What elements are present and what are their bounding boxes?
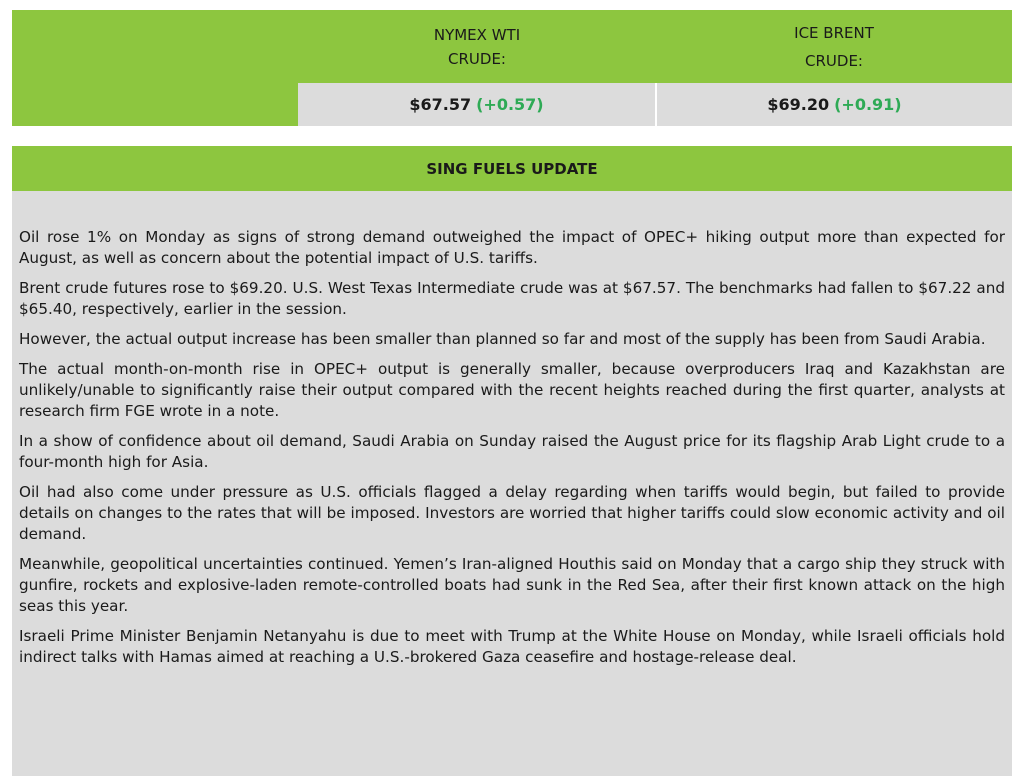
update-paragraph: Israeli Prime Minister Benjamin Netanyahu is due to meet with Trump at the White House on Monday, while Israeli officials hold indirect talks with Hamas aimed at reaching a U.S.-brokered Gaza ceasefire and hostage-release deal. [19, 627, 1005, 666]
brent-price: $69.20 [767, 95, 830, 114]
wti-label-line1: NYMEX WTI [433, 25, 521, 44]
update-paragraph: Brent crude futures rose to $69.20. U.S. West Texas Intermediate crude was at $67.57. The benchmarks had fallen to $67.22 and $65.40, respectively, earlier in the session. [19, 279, 1005, 318]
brent-price-change: (+0.91) [834, 95, 902, 114]
update-paragraph: However, the actual output increase has been smaller than planned so far and most of the supply has been from Saudi Arabia. [19, 330, 986, 348]
brent-label-line2: CRUDE: [805, 51, 863, 70]
update-paragraph: The actual month-on-month rise in OPEC+ output is generally smaller, because overproducers Iraq and Kazakhstan are unlikely/unable to significantly raise their output compared with the recent heights reached during the first quarter, analysts at research firm FGE wrote in a note. [19, 360, 1005, 420]
brent-price-cell [657, 83, 1012, 126]
fuels-update-panel [12, 146, 1012, 776]
wti-price-cell [298, 83, 655, 126]
update-paragraph: Oil rose 1% on Monday as signs of strong demand outweighed the impact of OPEC+ hiking output more than expected for August, as well as concern about the potential impact of U.S. tariffs. [19, 228, 1005, 267]
update-paragraph: In a show of confidence about oil demand, Saudi Arabia on Sunday raised the August price for its flagship Arab Light crude to a four-month high for Asia. [19, 432, 1005, 471]
wti-price: $67.57 [409, 95, 472, 114]
brent-label-line1: ICE BRENT [794, 23, 874, 42]
update-body [12, 191, 1012, 668]
wti-column-header [298, 10, 656, 83]
update-title: SING FUELS UPDATE [12, 146, 1012, 191]
wti-price-change: (+0.57) [476, 95, 544, 114]
update-paragraph: Oil had also come under pressure as U.S. officials flagged a delay regarding when tariffs would begin, but failed to provide details on changes to the rates that will be imposed. Investors are worried that higher tariffs could slow economic activity and oil demand. [19, 483, 1005, 543]
price-table [12, 10, 1012, 126]
wti-label-line2: CRUDE: [448, 49, 506, 68]
brent-column-header [656, 10, 1012, 83]
price-row-spacer [12, 83, 298, 126]
update-paragraph: Meanwhile, geopolitical uncertainties continued. Yemen’s Iran-aligned Houthis said on Monday that a cargo ship they struck with gunfire, rockets and explosive-laden remote-controlled boats had sunk in the Red Sea, after their first known attack on the high seas this year. [19, 555, 1005, 615]
